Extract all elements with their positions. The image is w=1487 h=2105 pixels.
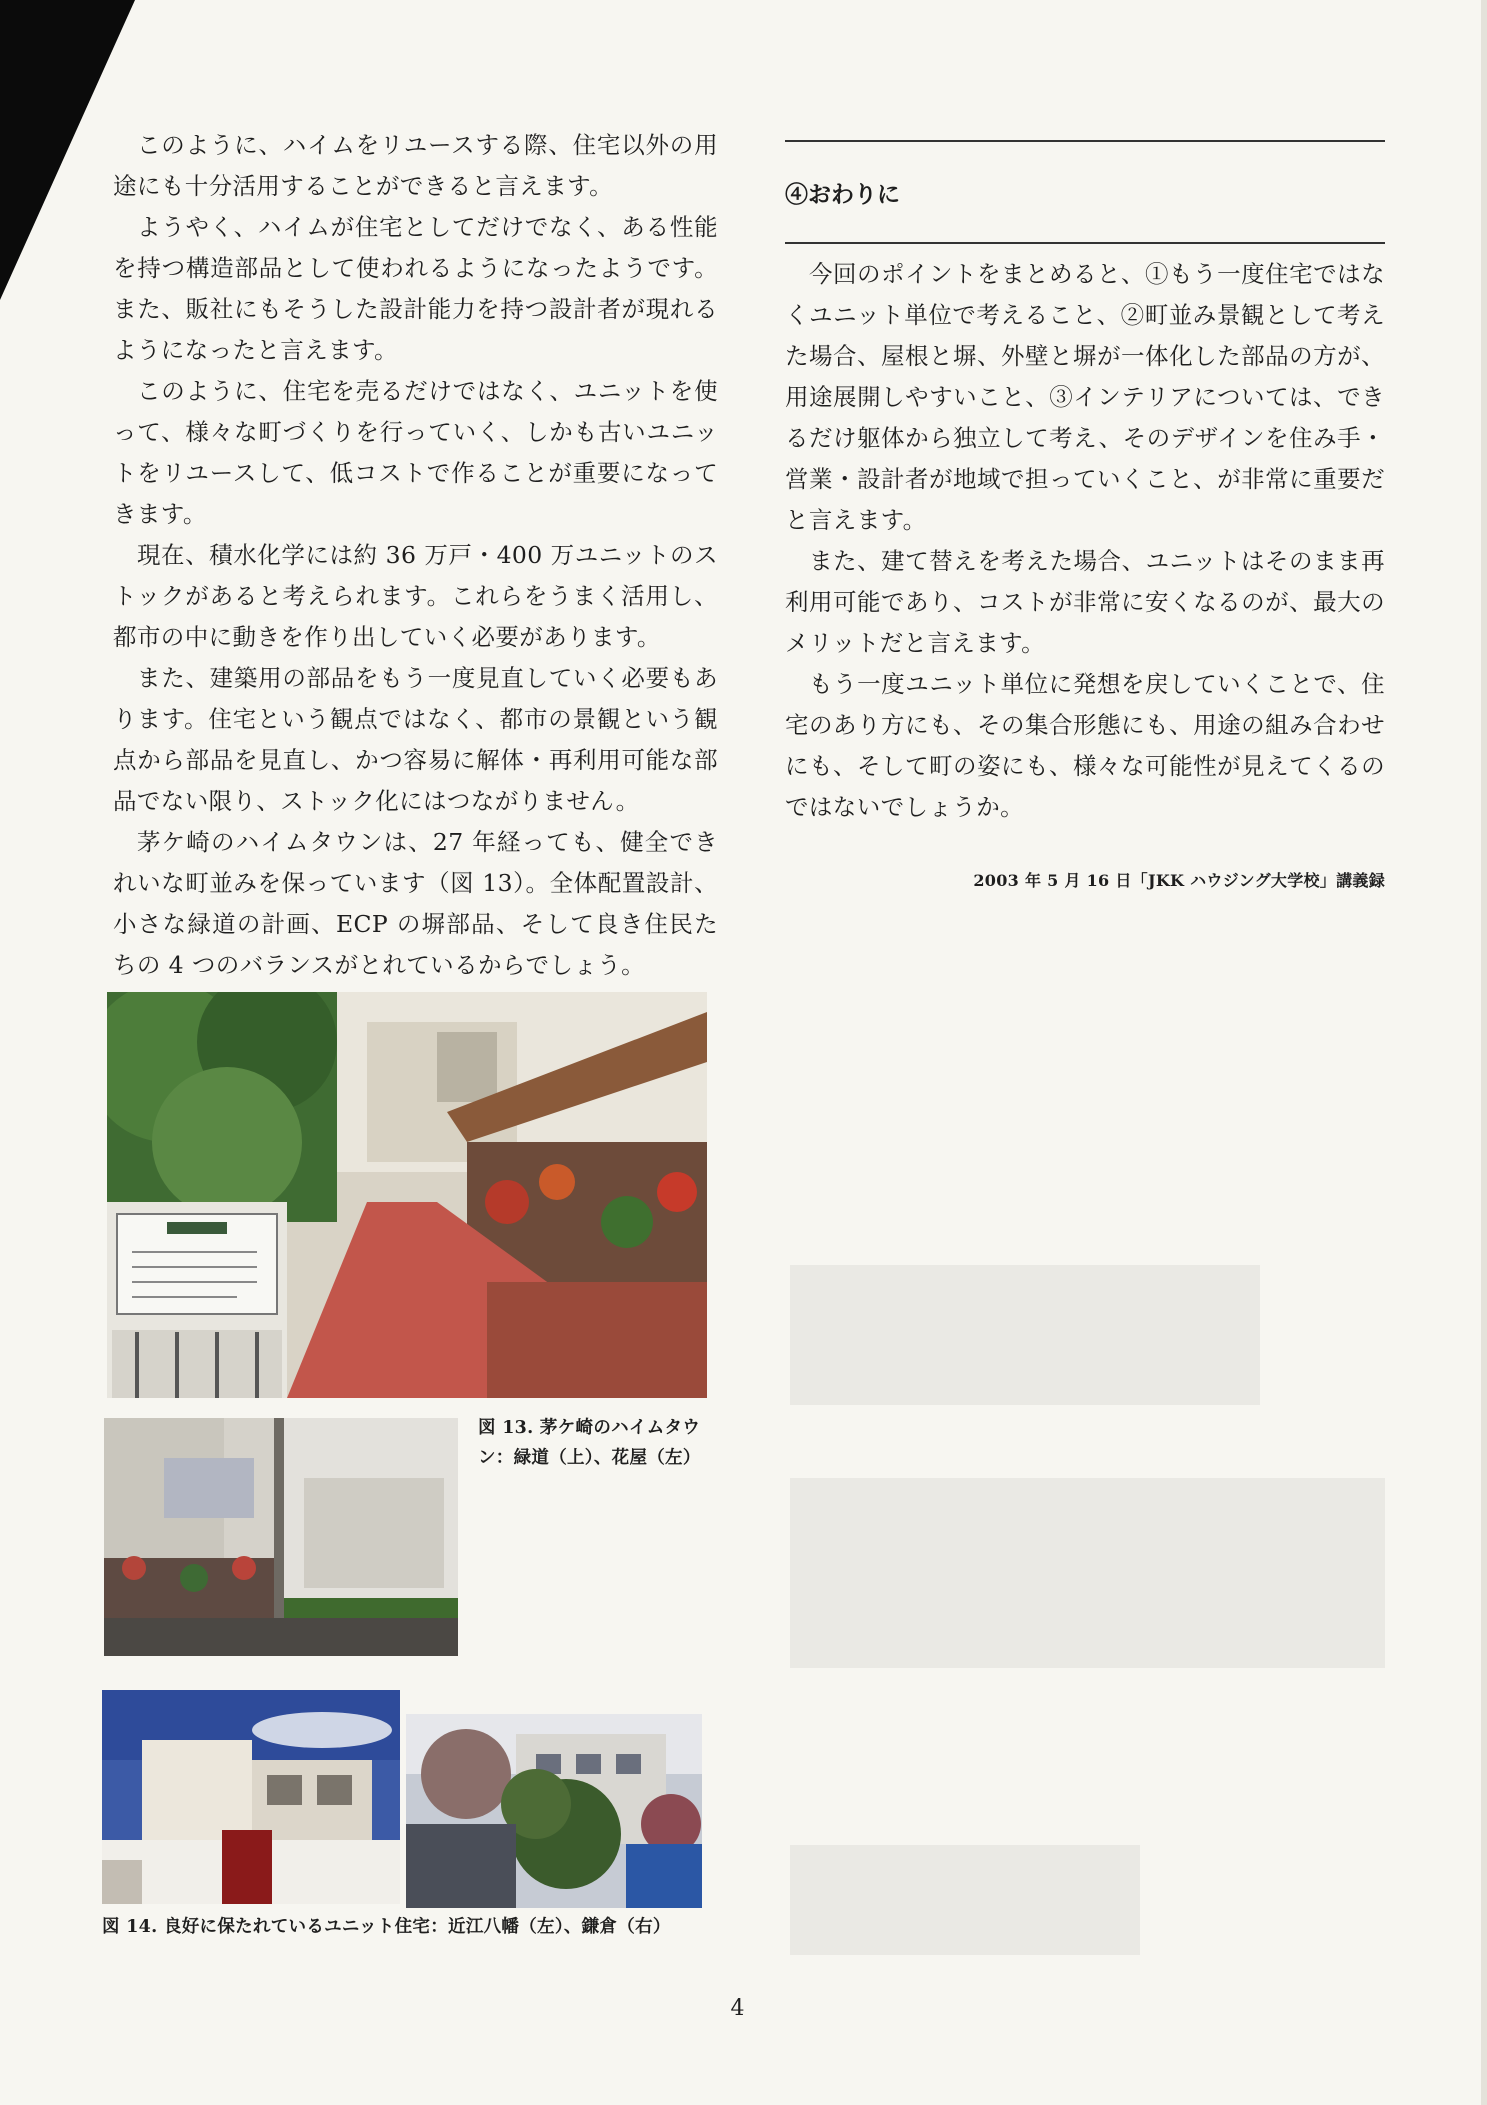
- photo-greenway: [107, 992, 707, 1398]
- right-paragraph: また、建て替えを考えた場合、ユニットはそのまま再利用可能であり、コストが非常に安くなるのが、最大のメリットだと言えます。: [785, 547, 1385, 657]
- right-column: [785, 140, 1385, 891]
- figure-13-caption: 図 13. 茅ケ崎のハイムタウン：緑道（上）、花屋（左）: [478, 1418, 701, 1468]
- left-column: [113, 125, 718, 986]
- left-paragraph: また、建築用の部品をもう一度見直していく必要もあります。住宅という観点ではなく、都市の景観という観点から部品を見直し、かつ容易に解体・再利用可能な部品でない限り、ストック化にはつながりません。: [113, 664, 718, 815]
- left-paragraph: このように、ハイムをリユースする際、住宅以外の用途にも十分活用することができると言えます。: [113, 131, 718, 200]
- section-title: ④おわりに: [785, 181, 900, 208]
- show-through-block: [790, 1478, 1385, 1668]
- photo-kamakura: [406, 1714, 702, 1908]
- show-through-block: [790, 1265, 1260, 1405]
- lecture-credit: 2003 年 5 月 16 日「JKK ハウジング大学校」講義録: [973, 871, 1385, 890]
- left-paragraph: このように、住宅を売るだけではなく、ユニットを使って、様々な町づくりを行っていく、しかも古いユニットをリユースして、低コストで作ることが重要になってきます。: [113, 377, 718, 528]
- photo-flower-shop: [104, 1418, 458, 1656]
- scan-page-edge: [1481, 0, 1487, 2105]
- photo-omihachiman: [102, 1690, 400, 1904]
- page-number: 4: [730, 1996, 745, 2021]
- show-through-block: [790, 1845, 1140, 1955]
- right-paragraph: 今回のポイントをまとめると、①もう一度住宅ではなくユニット単位で考えること、②町並み景観として考えた場合、屋根と塀、外壁と塀が一体化した部品の方が、用途展開しやすいこと、③インテリアについては、できるだけ躯体から独立して考え、そのデザインを住み手・営業・設計者が地域で担っていくこと、が非常に重要だと言えます。: [785, 260, 1385, 534]
- right-paragraph: もう一度ユニット単位に発想を戻していくことで、住宅のあり方にも、その集合形態にも、用途の組み合わせにも、そして町の姿にも、様々な可能性が見えてくるのではないでしょうか。: [785, 670, 1385, 821]
- left-paragraph: 茅ケ崎のハイムタウンは、27 年経っても、健全できれいな町並みを保っています（図 13）。全体配置設計、小さな緑道の計画、ECP の塀部品、そして良き住民たちの 4 つのバランスがとれているからでしょう。: [113, 828, 719, 979]
- figure-14-caption: 図 14. 良好に保たれているユニット住宅：近江八幡（左）、鎌倉（右）: [102, 1917, 671, 1937]
- section-rule-bottom: [785, 242, 1385, 244]
- left-paragraph: 現在、積水化学には約 36 万戸・400 万ユニットのストックがあると考えられます。これらをうまく活用し、都市の中に動きを作り出していく必要があります。: [113, 541, 718, 651]
- left-paragraph: ようやく、ハイムが住宅としてだけでなく、ある性能を持つ構造部品として使われるようになったようです。また、販社にもそうした設計能力を持つ設計者が現れるようになったと言えます。: [113, 213, 718, 364]
